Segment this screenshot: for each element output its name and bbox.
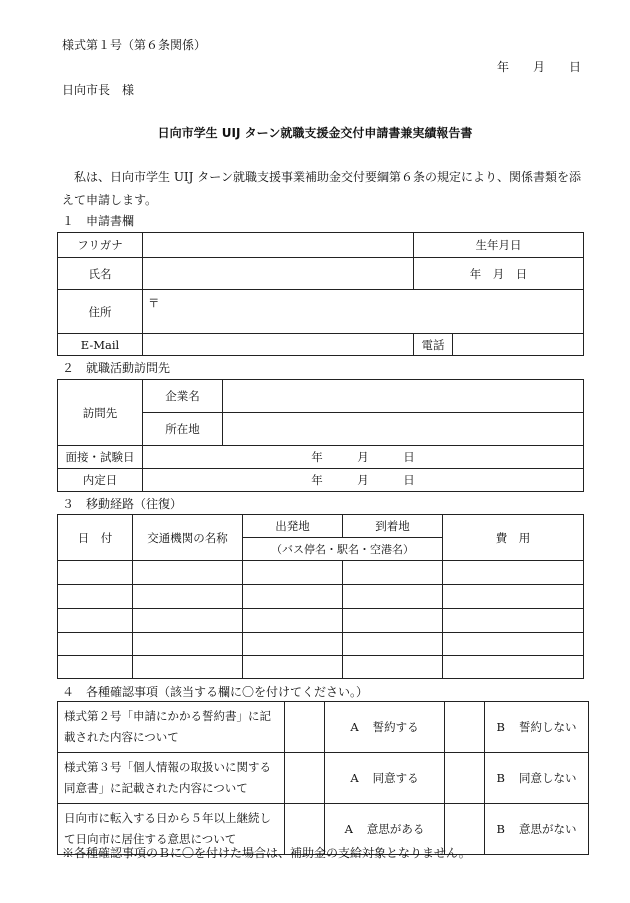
company-label: 企業名 xyxy=(143,380,223,413)
choice-b-circle-cell[interactable] xyxy=(445,702,485,753)
form-number: 様式第１号（第６条関係） xyxy=(62,38,207,52)
interview-date-field[interactable]: 年 月 日 xyxy=(143,446,584,469)
arrival-col-header: 到着地 xyxy=(343,515,443,538)
confirmation-text: 日向市に転入する日から５年以上継続して日向市に居住する意思について xyxy=(58,804,285,855)
offer-label: 内定日 xyxy=(58,469,143,492)
route-cell[interactable] xyxy=(343,633,443,656)
choice-a-option[interactable]: A 意思がある xyxy=(325,804,445,855)
route-cell[interactable] xyxy=(243,561,343,585)
document-title: 日向市学生 UIJ ターン就職支援金交付申請書兼実績報告書 xyxy=(157,126,473,140)
address-label: 住所 xyxy=(58,290,143,334)
route-cell[interactable] xyxy=(343,585,443,609)
visit-label: 訪問先 xyxy=(58,380,143,446)
route-cell[interactable] xyxy=(133,585,243,609)
route-cell[interactable] xyxy=(443,585,584,609)
intro-text: 私は、日向市学生 UIJ ターン就職支援事業補助金交付要綱第６条の規定により、関係書類を添えて申請します。 xyxy=(62,170,582,207)
route-cell[interactable] xyxy=(58,585,133,609)
choice-b-option[interactable]: B 誓約しない xyxy=(485,702,589,753)
footnote: ※各種確認事項のＢに〇を付けた場合は、補助金の支給対象となりません。 xyxy=(62,846,471,860)
choice-b-circle-cell[interactable] xyxy=(445,753,485,804)
section4-heading: ４ 各種確認事項（該当する欄に〇を付けてください。） xyxy=(62,685,369,699)
phone-field[interactable] xyxy=(453,334,584,356)
route-cell[interactable] xyxy=(58,633,133,656)
route-cell[interactable] xyxy=(58,561,133,585)
section3-heading: ３ 移動経路（往復） xyxy=(62,497,183,511)
addressee: 日向市長 様 xyxy=(62,83,135,97)
route-row xyxy=(58,609,584,633)
interview-label: 面接・試験日 xyxy=(58,446,143,469)
name-field[interactable] xyxy=(143,258,414,290)
route-cell[interactable] xyxy=(243,609,343,633)
route-cell[interactable] xyxy=(343,561,443,585)
location-label: 所在地 xyxy=(143,413,223,446)
applicant-table xyxy=(57,232,584,356)
route-cell[interactable] xyxy=(443,609,584,633)
route-cell[interactable] xyxy=(243,656,343,679)
route-cell[interactable] xyxy=(133,656,243,679)
departure-col-header: 出発地 xyxy=(243,515,343,538)
cost-col-header: 費 用 xyxy=(443,515,584,561)
visit-table xyxy=(57,379,584,492)
confirmation-row xyxy=(58,702,589,753)
phone-label: 電話 xyxy=(414,334,453,356)
date-line: 年 月 日 xyxy=(497,60,582,74)
confirmation-text: 様式第３号「個人情報の取扱いに関する同意書」に記載された内容について xyxy=(58,753,285,804)
birthdate-field[interactable]: 年 月 日 xyxy=(414,258,584,290)
furigana-label: フリガナ xyxy=(58,233,143,258)
confirmation-text: 様式第２号「申請にかかる誓約書」に記載された内容について xyxy=(58,702,285,753)
company-field[interactable] xyxy=(223,380,584,413)
route-cell[interactable] xyxy=(133,561,243,585)
choice-a-circle-cell[interactable] xyxy=(285,753,325,804)
confirmation-table xyxy=(57,701,589,855)
route-cell[interactable] xyxy=(243,633,343,656)
offer-date-field[interactable]: 年 月 日 xyxy=(143,469,584,492)
choice-a-option[interactable]: A 誓約する xyxy=(325,702,445,753)
choice-a-circle-cell[interactable] xyxy=(285,702,325,753)
place-note: （バス停名・駅名・空港名） xyxy=(243,538,443,561)
route-table xyxy=(57,514,584,679)
email-label: E-Mail xyxy=(58,334,143,356)
route-row xyxy=(58,633,584,656)
route-row xyxy=(58,585,584,609)
route-row xyxy=(58,656,584,679)
postal-mark: 〒 xyxy=(148,296,160,310)
route-cell[interactable] xyxy=(443,633,584,656)
route-cell[interactable] xyxy=(133,633,243,656)
route-cell[interactable] xyxy=(243,585,343,609)
route-row xyxy=(58,561,584,585)
email-field[interactable] xyxy=(143,334,414,356)
route-cell[interactable] xyxy=(443,561,584,585)
route-cell[interactable] xyxy=(58,656,133,679)
confirmation-row xyxy=(58,753,589,804)
route-cell[interactable] xyxy=(343,609,443,633)
route-cell[interactable] xyxy=(343,656,443,679)
section2-heading: ２ 就職活動訪問先 xyxy=(62,361,171,375)
route-cell[interactable] xyxy=(58,609,133,633)
location-field[interactable] xyxy=(223,413,584,446)
address-field[interactable] xyxy=(143,290,584,334)
birthdate-label: 生年月日 xyxy=(414,233,584,258)
section1-heading: １ 申請書欄 xyxy=(62,214,135,228)
choice-b-option[interactable]: B 同意しない xyxy=(485,753,589,804)
name-label: 氏名 xyxy=(58,258,143,290)
choice-b-option[interactable]: B 意思がない xyxy=(485,804,589,855)
route-cell[interactable] xyxy=(133,609,243,633)
route-cell[interactable] xyxy=(443,656,584,679)
choice-a-option[interactable]: A 同意する xyxy=(325,753,445,804)
furigana-field[interactable] xyxy=(143,233,414,258)
date-col-header: 日 付 xyxy=(58,515,133,561)
transport-col-header: 交通機関の名称 xyxy=(133,515,243,561)
